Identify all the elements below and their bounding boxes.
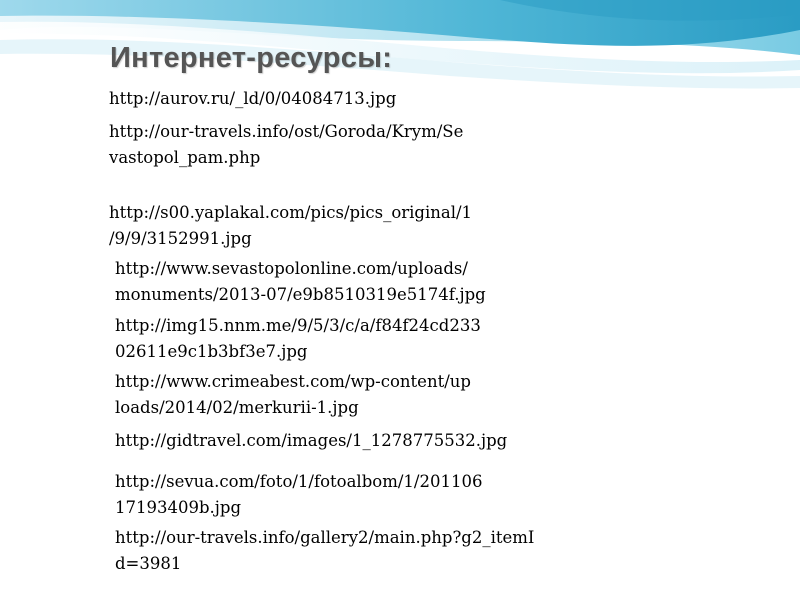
link-line: d=3981 xyxy=(115,554,182,573)
resource-link[interactable] xyxy=(115,369,471,421)
link-line: http://our-travels.info/gallery2/main.php?g2_itemI xyxy=(115,528,535,547)
link-line: http://s00.yaplakal.com/pics/pics_original/1 xyxy=(109,203,473,222)
link-line: 02611e9c1b3bf3e7.jpg xyxy=(115,342,308,361)
link-line: http://gidtravel.com/images/1_1278775532.jpg xyxy=(115,431,508,450)
resource-link[interactable] xyxy=(109,200,472,252)
link-line: http://www.crimeabest.com/wp-content/up xyxy=(115,372,471,391)
link-line: monuments/2013-07/e9b8510319e5174f.jpg xyxy=(115,285,486,304)
resource-link[interactable] xyxy=(115,313,481,365)
link-line: http://aurov.ru/_ld/0/04084713.jpg xyxy=(109,89,397,108)
resource-link[interactable] xyxy=(115,525,534,577)
link-line: http://sevua.com/foto/1/fotoalbom/1/201106 xyxy=(115,472,483,491)
link-line: http://www.sevastopolonline.com/uploads/ xyxy=(115,259,468,278)
resource-link[interactable] xyxy=(115,469,482,521)
link-line: vastopol_pam.php xyxy=(109,148,261,167)
link-line: http://img15.nnm.me/9/5/3/c/a/f84f24cd233 xyxy=(115,316,481,335)
resource-link[interactable] xyxy=(109,86,396,112)
resource-link[interactable] xyxy=(109,119,463,171)
resource-link[interactable] xyxy=(115,256,486,308)
link-line: /9/9/3152991.jpg xyxy=(109,229,252,248)
link-line: http://our-travels.info/ost/Goroda/Krym/Se xyxy=(109,122,464,141)
link-line: loads/2014/02/merkurii-1.jpg xyxy=(115,398,359,417)
resource-link[interactable] xyxy=(115,428,507,454)
link-line: 17193409b.jpg xyxy=(115,498,242,517)
slide-title: Интернет-ресурсы: xyxy=(110,42,393,74)
